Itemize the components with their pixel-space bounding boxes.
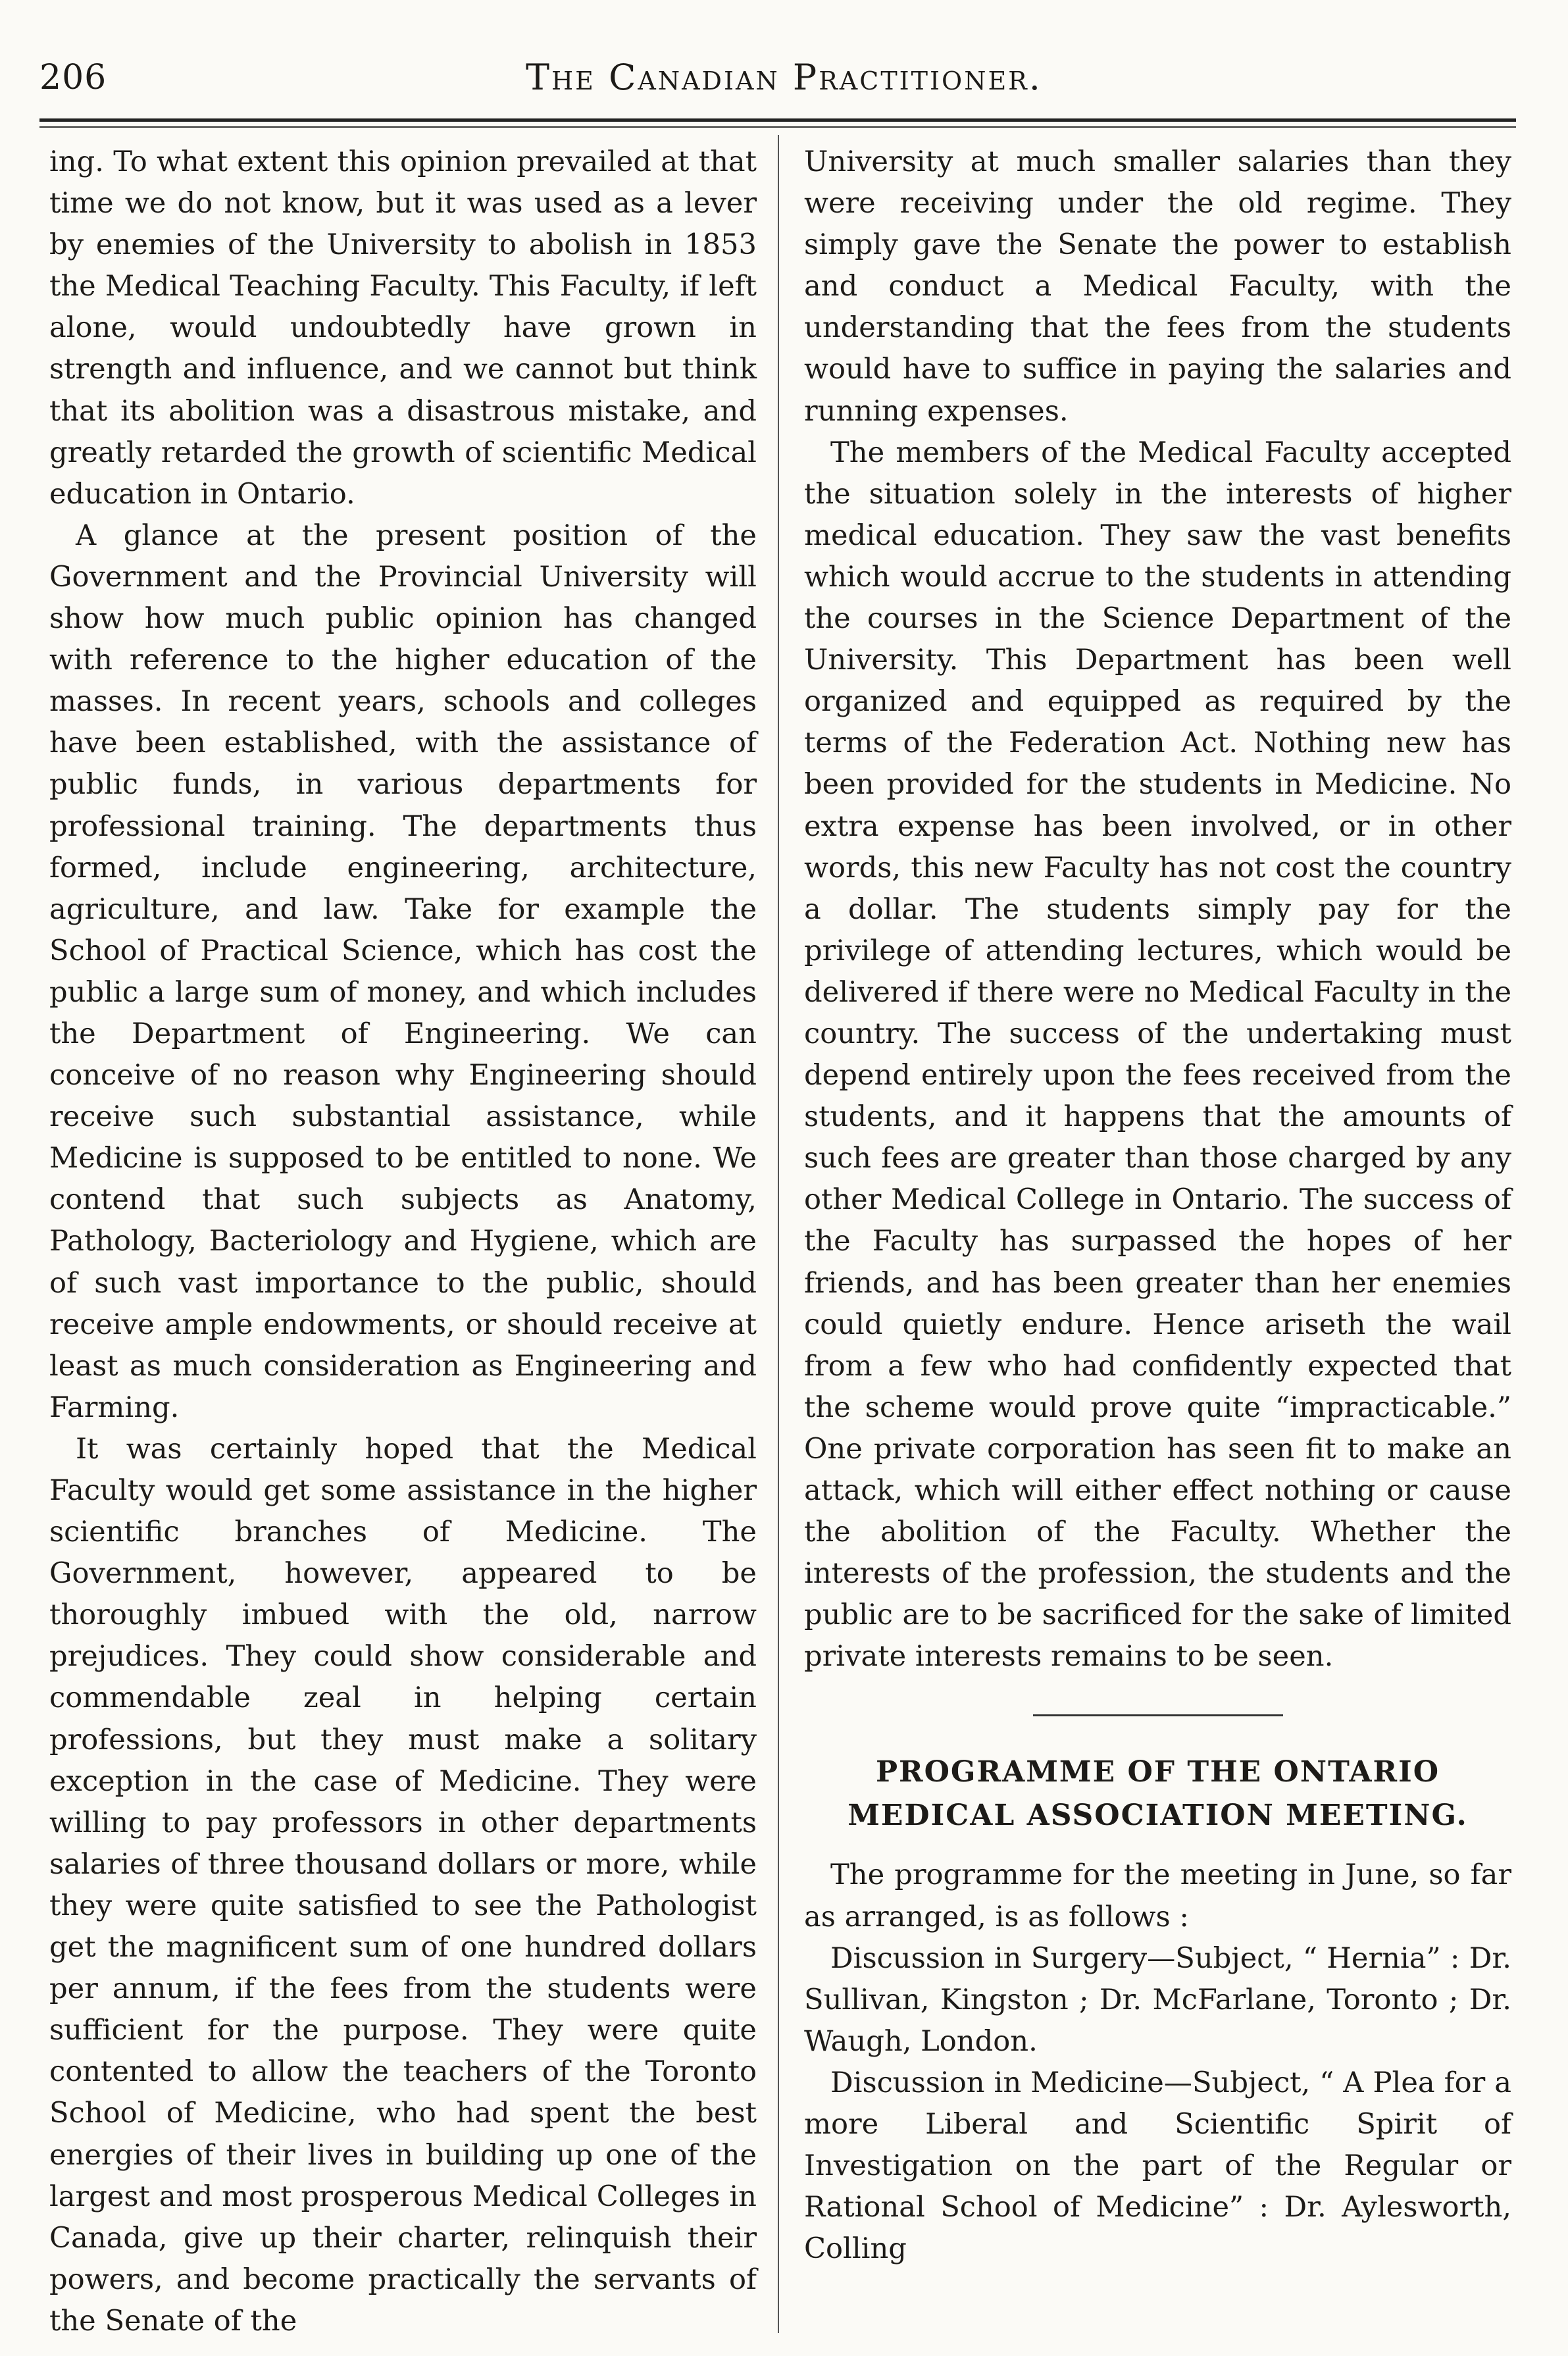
section-divider [1033,1714,1283,1716]
paragraph: Discussion in Surgery—Subject, “ Hernia” : Dr. Sullivan, Kingston ; Dr. McFarlane, Toronto ; Dr. Waugh, London. [804,1941,1511,2058]
paragraph: ing. To what extent this opinion prevailed at that time we do not know, but it was used as a lever by enemies of the University to abolish in 1853 the Medical Teaching Faculty. This Faculty, if left alone, would undoubtedly have grown in strength and influence, and we cannot but think that its abolition was a disastrous mistake, and greatly retarded the growth of scientific Medical education in Ontario. [49,145,757,511]
paragraph: University at much smaller salaries than they were receiving under the old regime. They simply gave the Senate the power to establish and conduct a Medical Faculty, with the understanding that the fees from the students would have to suffice in paying the salaries and running expenses. [804,145,1511,428]
paragraph: A glance at the present position of the Government and the Provincial University will show how much public opinion has changed with reference to the higher education of the masses. In recent years, schools and colleges have been established, with the assistance of public funds, in various departments for professional training. The departments thus formed, include engineering, architecture, agriculture, and law. Take for example the School of Practical Science, which has cost the public a large sum of money, and which includes the Department of Engineering. We can conceive of no reason why Engineering should receive such substantial assistance, while Medicine is supposed to be entitled to none. We contend that such subjects as Anatomy, Pathology, Bacteriology and Hygiene, which are of such vast importance to the public, should receive ample endowments, or should receive at least as much consideration as Engineering and Farming. [49,519,757,1424]
column-divider [778,135,779,2333]
left-column [49,141,757,2342]
right-column [804,141,1511,2270]
header-rule-thin [39,126,1516,128]
paragraph: Discussion in Medicine—Subject, “ A Plea for a more Liberal and Scientific Spirit of Investigation on the part of the Regular or Rational School of Medicine” : Dr. Aylesworth, Colling [804,2066,1511,2266]
paragraph: The programme for the meeting in June, so far as arranged, is as follows : [804,1858,1511,1933]
paragraph: The members of the Medical Faculty accepted the situation solely in the interests of higher medical education. They saw the vast benefits which would accrue to the students in attending the courses in the Science Department of the University. This Department has been well organized and equipped as required by the terms of the Federation Act. Nothing new has been provided for the students in Medicine. No extra expense has been involved, or in other words, this new Faculty has not cost the country a dollar. The students simply pay for the privilege of attending lectures, which would be delivered if there were no Medical Faculty in the country. The success of the undertaking must depend entirely upon the fees received from the students, and it happens that the amounts of such fees are greater than those charged by any other Medical College in Ontario. The success of the Faculty has surpassed the hopes of her friends, and has been greater than her enemies could quietly endure. Hence ariseth the wail from a few who had confidently expected that the scheme would prove quite “impracticable.” One private corporation has seen fit to make an attack, which will either effect nothing or cause the abolition of the Faculty. Whether the interests of the profession, the students and the public are to be sacrificed for the sake of limited private interests remains to be seen. [804,436,1511,1674]
running-title: The Canadian Practitioner. [526,57,1042,98]
page-number: 206 [39,58,107,97]
header-rule-thick [39,118,1516,122]
page-header [0,0,1568,138]
section-heading: PROGRAMME OF THE ONTARIO MEDICAL ASSOCIATION MEETING. [847,1755,1468,1833]
paragraph: It was certainly hoped that the Medical Faculty would get some assistance in the higher scientific branches of Medicine. The Government, however, appeared to be thoroughly imbued with the old, narrow prejudices. They could show considerable and commendable zeal in helping certain professions, but they must make a solitary exception in the case of Medicine. They were willing to pay professors in other departments salaries of three thousand dollars or more, while they were quite satisfied to see the Pathologist get the magnificent sum of one hundred dollars per annum, if the fees from the students were sufficient for the purpose. They were quite contented to allow the teachers of the Toronto School of Medicine, who had spent the best energies of their lives in building up one of the largest and most prosperous Medical Colleges in Canada, give up their charter, relinquish their powers, and become practically the servants of the Senate of the [49,1432,757,2338]
